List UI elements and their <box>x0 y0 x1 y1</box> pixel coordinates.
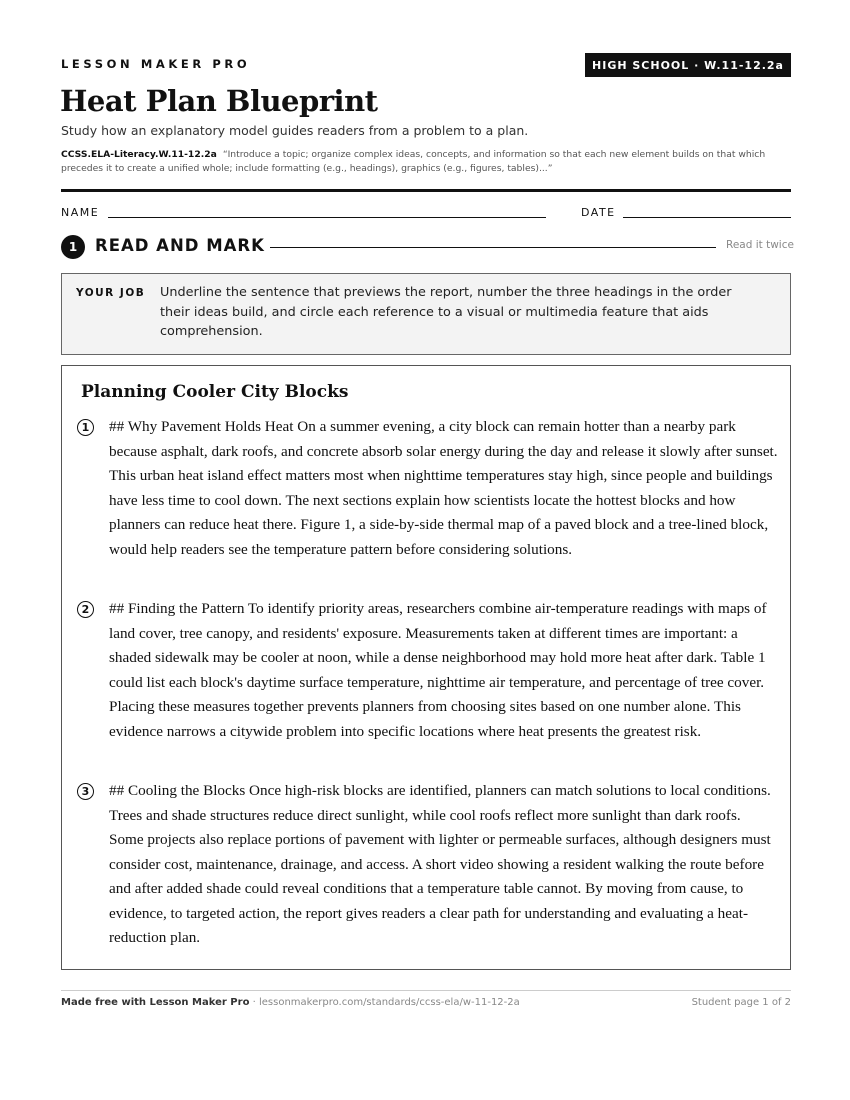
passage-paragraph-1: ## Why Pavement Holds Heat On a summer evening, a city block can remain hotter than a nearby park because asphalt, dark roofs, and concrete absorb solar energy during the day and release it slowly after sunset. This urban heat island effect matters most when nighttime temperatures stay high, since people and buildings have less time to cool down. The next sections explain how scientists locate the hottest blocks and how planners can reduce heat there. Figure 1, a side-by-side thermal map of a paved block and a tree-lined block, would help readers see the temperature pattern before considering solutions. <box>109 418 778 558</box>
date-field[interactable] <box>623 217 791 218</box>
reading-passage <box>61 365 791 970</box>
footer-credit <box>61 997 520 1008</box>
standard-citation <box>61 148 793 176</box>
page-indicator: Student page 1 of 2 <box>691 997 791 1008</box>
standard-text: “Introduce a topic; organize complex ideas, concepts, and information so that each new element builds on that which precedes it to create a unified whole; include formatting (e.g., headings), graphics (e.g., figures, tables)...” <box>61 149 766 174</box>
task-label: YOUR JOB <box>76 287 146 299</box>
standard-code: CCSS.ELA-Literacy.W.11-12.2a <box>61 149 217 160</box>
section-number-badge: 1 <box>61 235 85 259</box>
paragraph-number-2: 2 <box>77 601 94 618</box>
footer-divider <box>61 990 791 991</box>
section-divider <box>270 247 716 248</box>
passage-paragraph-3: ## Cooling the Blocks Once high-risk blocks are identified, planners can match solutions to local conditions. Trees and shade structures reduce direct sunlight, while cool roofs reflect more sunlight than dark roofs. Some projects also replace portions of pavement with lighter or permeable surfaces, although designers must consider cost, maintenance, drainage, and access. A short video showing a resident walking the route before and after added shade could reveal conditions that a temperature table cannot. By moving from cause, to evidence, to targeted action, the report gives readers a clear path for understanding and evaluating a heat-reduction plan. <box>109 782 771 946</box>
grade-standard-badge: HIGH SCHOOL · W.11-12.2a <box>585 53 791 77</box>
page-title: Heat Plan Blueprint <box>60 84 378 118</box>
header-divider <box>61 189 791 192</box>
paragraph-number-3: 3 <box>77 783 94 800</box>
brand-wordmark: LESSON MAKER PRO <box>61 57 251 71</box>
passage-title: Planning Cooler City Blocks <box>81 382 349 402</box>
footer-made-with: Made free with Lesson Maker Pro <box>61 997 250 1008</box>
date-label: DATE <box>581 206 616 219</box>
task-text: Underline the sentence that previews the report, number the three headings in the order their ideas build, and circle each reference to a visual or multimedia feature that aids comprehension. <box>160 285 732 339</box>
footer-url[interactable]: · lessonmakerpro.com/standards/ccss-ela/w-11-12-2a <box>249 997 520 1008</box>
page-subtitle: Study how an explanatory model guides readers from a problem to a plan. <box>61 123 529 138</box>
name-label: NAME <box>61 206 100 219</box>
name-field[interactable] <box>108 217 546 218</box>
passage-paragraph-2: ## Finding the Pattern To identify priority areas, researchers combine air-temperature readings with maps of land cover, tree canopy, and residents' exposure. Measurements taken at different times are important: a shaded sidewalk may be cooler at noon, while a dense neighborhood may hold more heat after dark. Table 1 could list each block's daytime surface temperature, nighttime air temperature, and percentage of tree cover. Placing these measures together prevents planners from choosing sites based on one number alone. This evidence narrows a citywide problem into specific locations where heat presents the greatest risk. <box>109 600 767 740</box>
paragraph-number-1: 1 <box>77 419 94 436</box>
section-note: Read it twice <box>726 239 794 251</box>
section-title: READ AND MARK <box>95 236 265 255</box>
task-instructions-box <box>61 273 791 355</box>
